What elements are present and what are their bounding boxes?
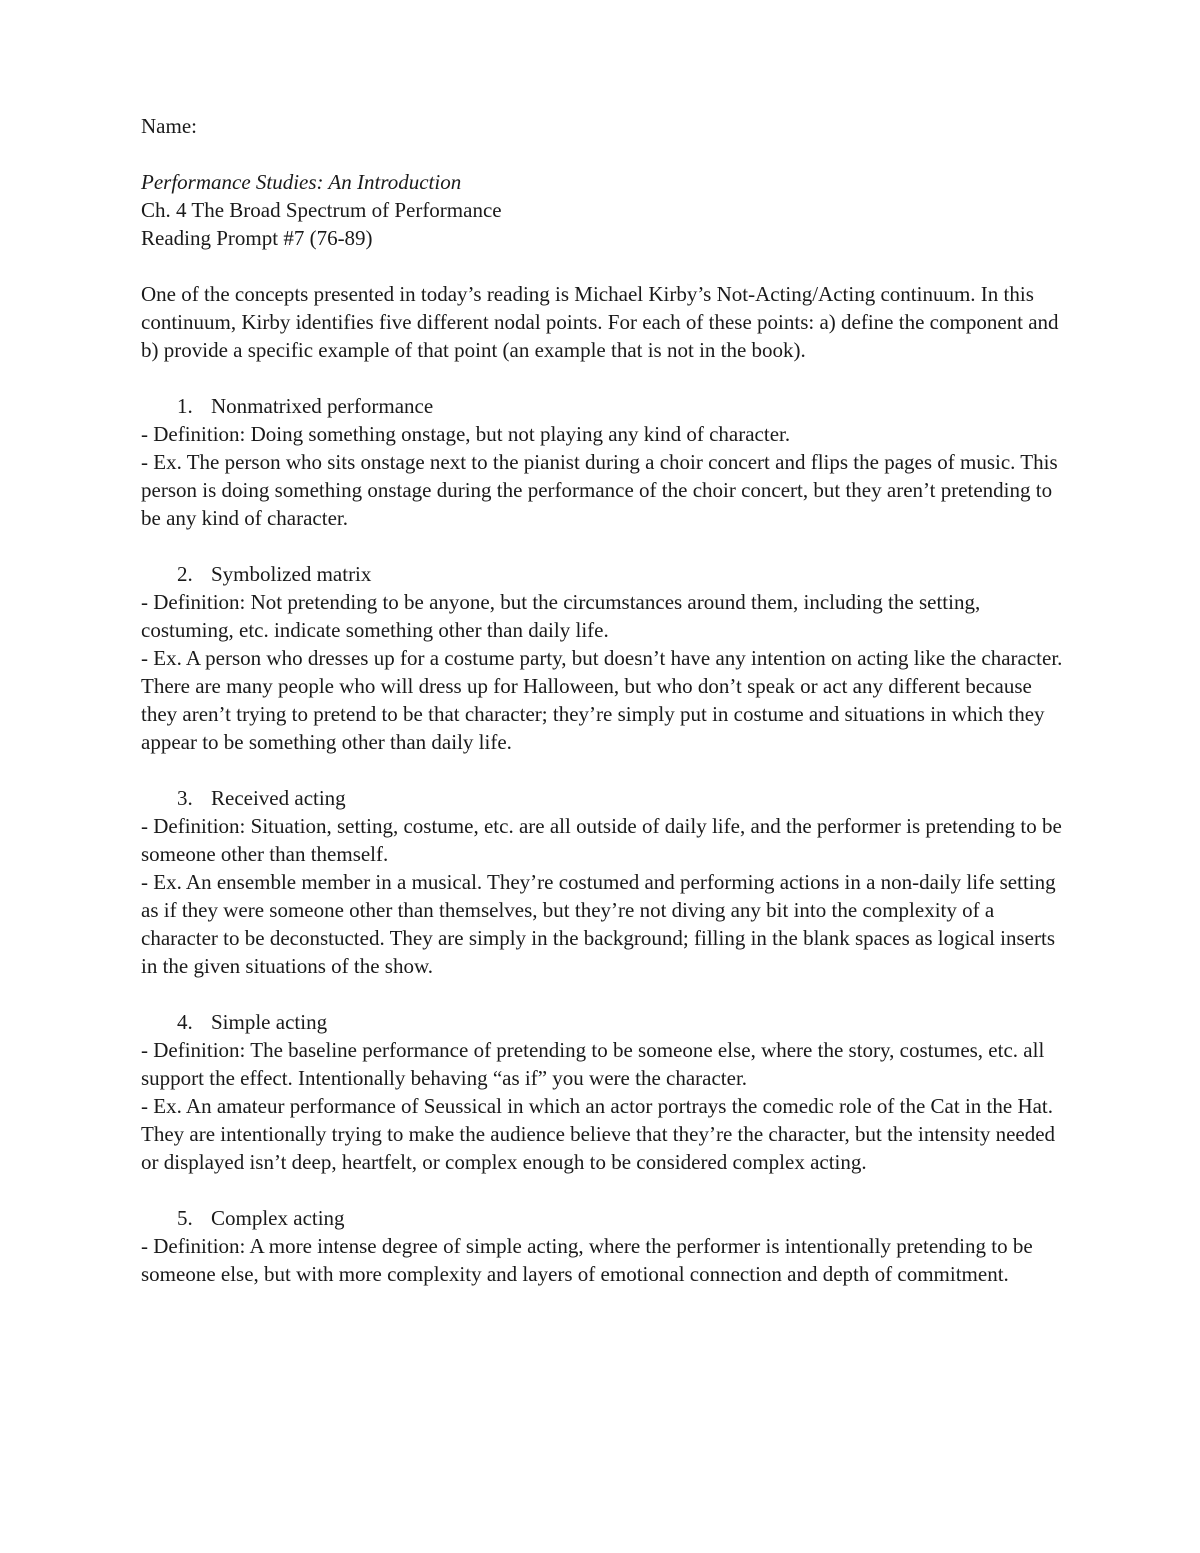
- item-definition: - Definition: Doing something onstage, but not playing any kind of character.: [141, 422, 791, 446]
- item-definition: - Definition: Not pretending to be anyone, but the circumstances around them, including the setting, costuming, etc. indicate something other than daily life.: [141, 590, 981, 642]
- item-number: 4.: [177, 1010, 193, 1034]
- item-number: 3.: [177, 786, 193, 810]
- item-definition: - Definition: The baseline performance of pretending to be someone else, where the story, costumes, etc. all support the effect. Intentionally behaving “as if” you were the character.: [141, 1038, 1045, 1090]
- item-definition: - Definition: Situation, setting, costume, etc. are all outside of daily life, and the performer is pretending to be someone other than themself.: [141, 814, 1062, 866]
- item-example: - Ex. An ensemble member in a musical. They’re costumed and performing actions in a non-daily life setting as if they were someone other than themselves, but they’re not diving any bit into the complexity of a character to be deconstucted. They are simply in the background; filling in the blank spaces as logical inserts in the given situations of the show.: [141, 870, 1056, 978]
- item-example: - Ex. An amateur performance of Seussical in which an actor portrays the comedic role of the Cat in the Hat. They are intentionally trying to make the audience believe that they’re the character, but the intensity needed or displayed isn’t deep, heartfelt, or complex enough to be considered complex acting.: [141, 1094, 1056, 1174]
- book-title: Performance Studies: An Introduction: [141, 170, 462, 194]
- item-heading: [141, 784, 1071, 812]
- list-item: [141, 1204, 1071, 1288]
- item-title: Nonmatrixed performance: [211, 394, 434, 418]
- item-example: - Ex. The person who sits onstage next to the pianist during a choir concert and flips the pages of music. This person is doing something onstage during the performance of the choir concert, but they aren’t pretending to be any kind of character.: [141, 450, 1058, 530]
- document-page: [141, 112, 1071, 1288]
- item-heading: [141, 1008, 1071, 1036]
- item-number: 5.: [177, 1206, 193, 1230]
- chapter-title: Ch. 4 The Broad Spectrum of Performance: [141, 198, 502, 222]
- item-example: - Ex. A person who dresses up for a costume party, but doesn’t have any intention on acting like the character. There are many people who will dress up for Halloween, but who don’t speak or act any different because they aren’t trying to pretend to be that character; they’re simply put in costume and situations in which they appear to be something other than daily life.: [141, 646, 1063, 754]
- item-heading: [141, 1204, 1071, 1232]
- name-label: Name:: [141, 114, 197, 138]
- reading-prompt: Reading Prompt #7 (76-89): [141, 226, 373, 250]
- item-heading: [141, 560, 1071, 588]
- item-title: Complex acting: [211, 1206, 345, 1230]
- list-item: [141, 784, 1071, 980]
- item-title: Received acting: [211, 786, 346, 810]
- item-title: Symbolized matrix: [211, 562, 372, 586]
- item-heading: [141, 392, 1071, 420]
- item-number: 2.: [177, 562, 193, 586]
- list-item: [141, 560, 1071, 756]
- item-title: Simple acting: [211, 1010, 328, 1034]
- list-item: [141, 392, 1071, 532]
- intro-paragraph: One of the concepts presented in today’s reading is Michael Kirby’s Not-Acting/Acting continuum. In this continuum, Kirby identifies five different nodal points. For each of these points: a) define the component and b) provide a specific example of that point (an example that is not in the book).: [141, 282, 1059, 362]
- list-item: [141, 1008, 1071, 1176]
- item-number: 1.: [177, 394, 193, 418]
- item-definition: - Definition: A more intense degree of simple acting, where the performer is intentionally pretending to be someone else, but with more complexity and layers of emotional connection and depth of commitment.: [141, 1234, 1033, 1286]
